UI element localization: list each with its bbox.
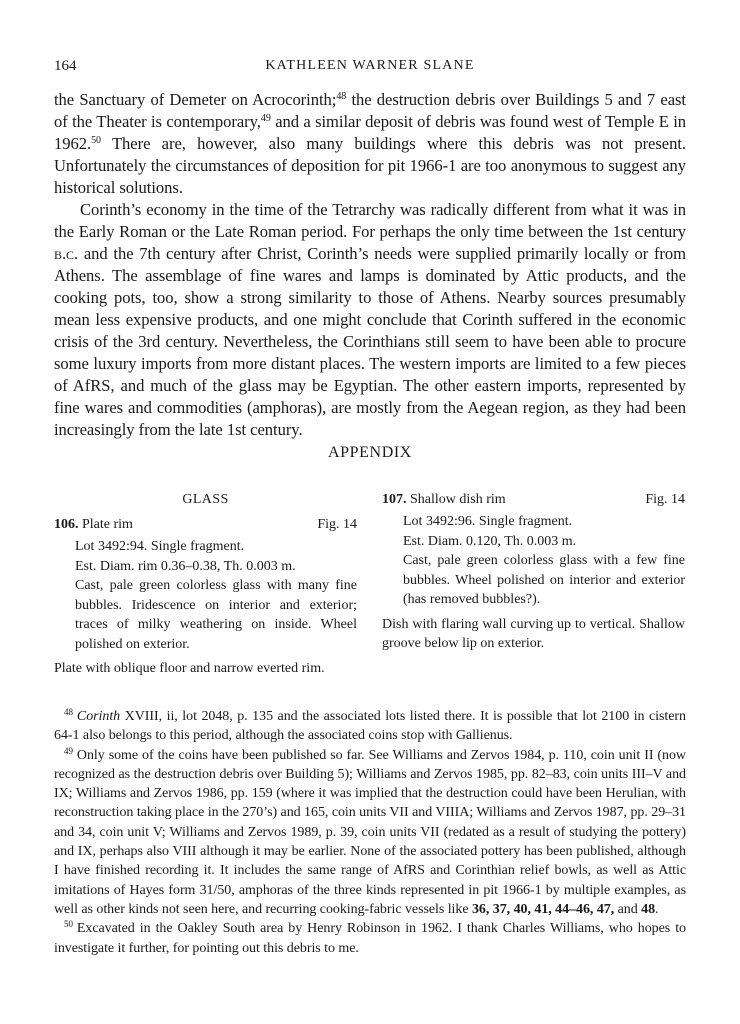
footnote-49: $^{49}$ Only some of the coins have been published so far. See Williams and Zervos 1984, p. 110, coin unit II (now recognized as the destruction debris over Building 5); Williams and Zervos 1985, pp. 82–83, coin units III–V and IX; Williams and Zervos 1986, pp. 159 (where it was implied that the destruction could have been Herulian, with reconstruction taking place in the 270’s) and 165, coin units VII and VIIIA; Williams and Zervos 1987, pp. 29–31 and 34, coin unit V; Williams and Zervos 1989, p. 39, coin units VII (redated as a result of studying the pottery) and IX, perhaps also VIII although it may be earlier. None of the associated pottery has been published, although I have finished recording it. It includes the same range of AfRS and Corinthian relief bowls, as well as Attic imitations of Hayes form 31/50, amphoras of the three kinds represented in pit 1966-1 by multiple examples, as well as other kinds not seen here, and recurring cooking-fabric vessels like 36, 37, 40, 41, 44–46, 47, and 48. [54, 745, 686, 917]
lot-line: Lot 3492:94. Single fragment. [75, 539, 245, 554]
catalog-item-name: Plate rim [82, 517, 133, 532]
page-number: 164 [54, 58, 77, 74]
dimensions-line: Est. Diam. rim 0.36–0.38, Th. 0.003 m. [75, 558, 296, 574]
page-header [54, 58, 686, 78]
footnotes [54, 707, 686, 958]
lot-line: Lot 3492:96. Single fragment. [403, 514, 573, 529]
catalog-item-name: Shallow dish rim [410, 492, 506, 507]
footnote-48: $^{48}$ Corinth XVIII, ii, lot 2048, p. 135 and the associated lots listed there. It is possible that lot 2100 in cistern 64-1 also belongs to this period, although the associated coins stop with Gallienus. [54, 707, 686, 744]
figure-reference[interactable]: Fig. 14 [645, 492, 685, 507]
appendix-title: APPENDIX [328, 444, 412, 461]
section-heading: GLASS [182, 492, 229, 507]
paragraph: Corinth’s economy in the time of the Tetrarchy was radically different from what it was in the Early Roman or the Late Roman period. For perhaps the only time between the 1st century b.c. and the 7th century after Christ, Corinth’s needs were supplied primarily locally or from Athens. The assemblage of fine wares and lamps is dominated by Attic products, and the cooking pots, too, show a strong similarity to those of Athens. Nearby sources presumably mean less expensive products, and one might conclude that Corinth suffered in the economic crisis of the 3rd century. Nevertheless, the Corinthians still seem to have been able to procure some luxury imports from more distant places. The western imports are limited to a few pieces of AfRS, and much of the glass may be Egyptian. The other eastern imports, represented by fine wares and commodities (amphoras), are mostly from the Aegean region, as they had been increasingly from the late 1st century. [54, 200, 686, 439]
fabric-line: Cast, pale green colorless glass with many fine bubbles. Iridescence on interior and exterior; traces of milky weathering on inside. Wheel polished on exterior. [75, 578, 357, 652]
running-head: KATHLEEN WARNER SLANE [265, 58, 475, 73]
catalog-description: Dish with flaring wall curving up to vertical. Shallow groove below lip on exterior. [382, 616, 685, 651]
catalog-number: 107. [382, 492, 407, 507]
body-text [54, 89, 686, 441]
catalog-description: Plate with oblique floor and narrow everted rim. [54, 661, 325, 676]
catalog-entry-heading [54, 515, 357, 537]
dimensions-line: Est. Diam. 0.120, Th. 0.003 m. [403, 533, 577, 549]
catalog-details [75, 537, 357, 654]
catalog-entry-heading [382, 490, 685, 512]
fabric-line: Cast, pale green colorless glass with a few fine bubbles. Wheel polished on interior and exterior (has removed bubbles?). [403, 553, 685, 607]
catalog-column-left [54, 490, 357, 679]
catalog-number: 106. [54, 517, 79, 532]
footnote-ref[interactable]: 48 [336, 91, 347, 102]
catalog-column-right [382, 490, 685, 654]
footnote-50: $^{50}$ Excavated in the Oakley South area by Henry Robinson in 1962. I thank Charles Williams, who hopes to investigate it further, for pointing out this debris to me. [54, 919, 686, 956]
footnote-ref[interactable]: 50 [91, 135, 101, 146]
catalog-details [403, 512, 685, 610]
footnote-ref[interactable]: 49 [260, 113, 271, 124]
figure-reference[interactable]: Fig. 14 [317, 517, 357, 532]
paragraph: the Sanctuary of Demeter on Acrocorinth;$^{48}$ the destruction debris over Buildings 5 and 7 east of the Theater is contemporary,$^{49}$ and a similar deposit of debris was found west of Temple E in 1962.50 There are, however, also many buildings where this debris was not present. Unfortunately the circumstances of deposition for pit 1966-1 are too anonymous to suggest any historical solutions. [54, 90, 686, 197]
